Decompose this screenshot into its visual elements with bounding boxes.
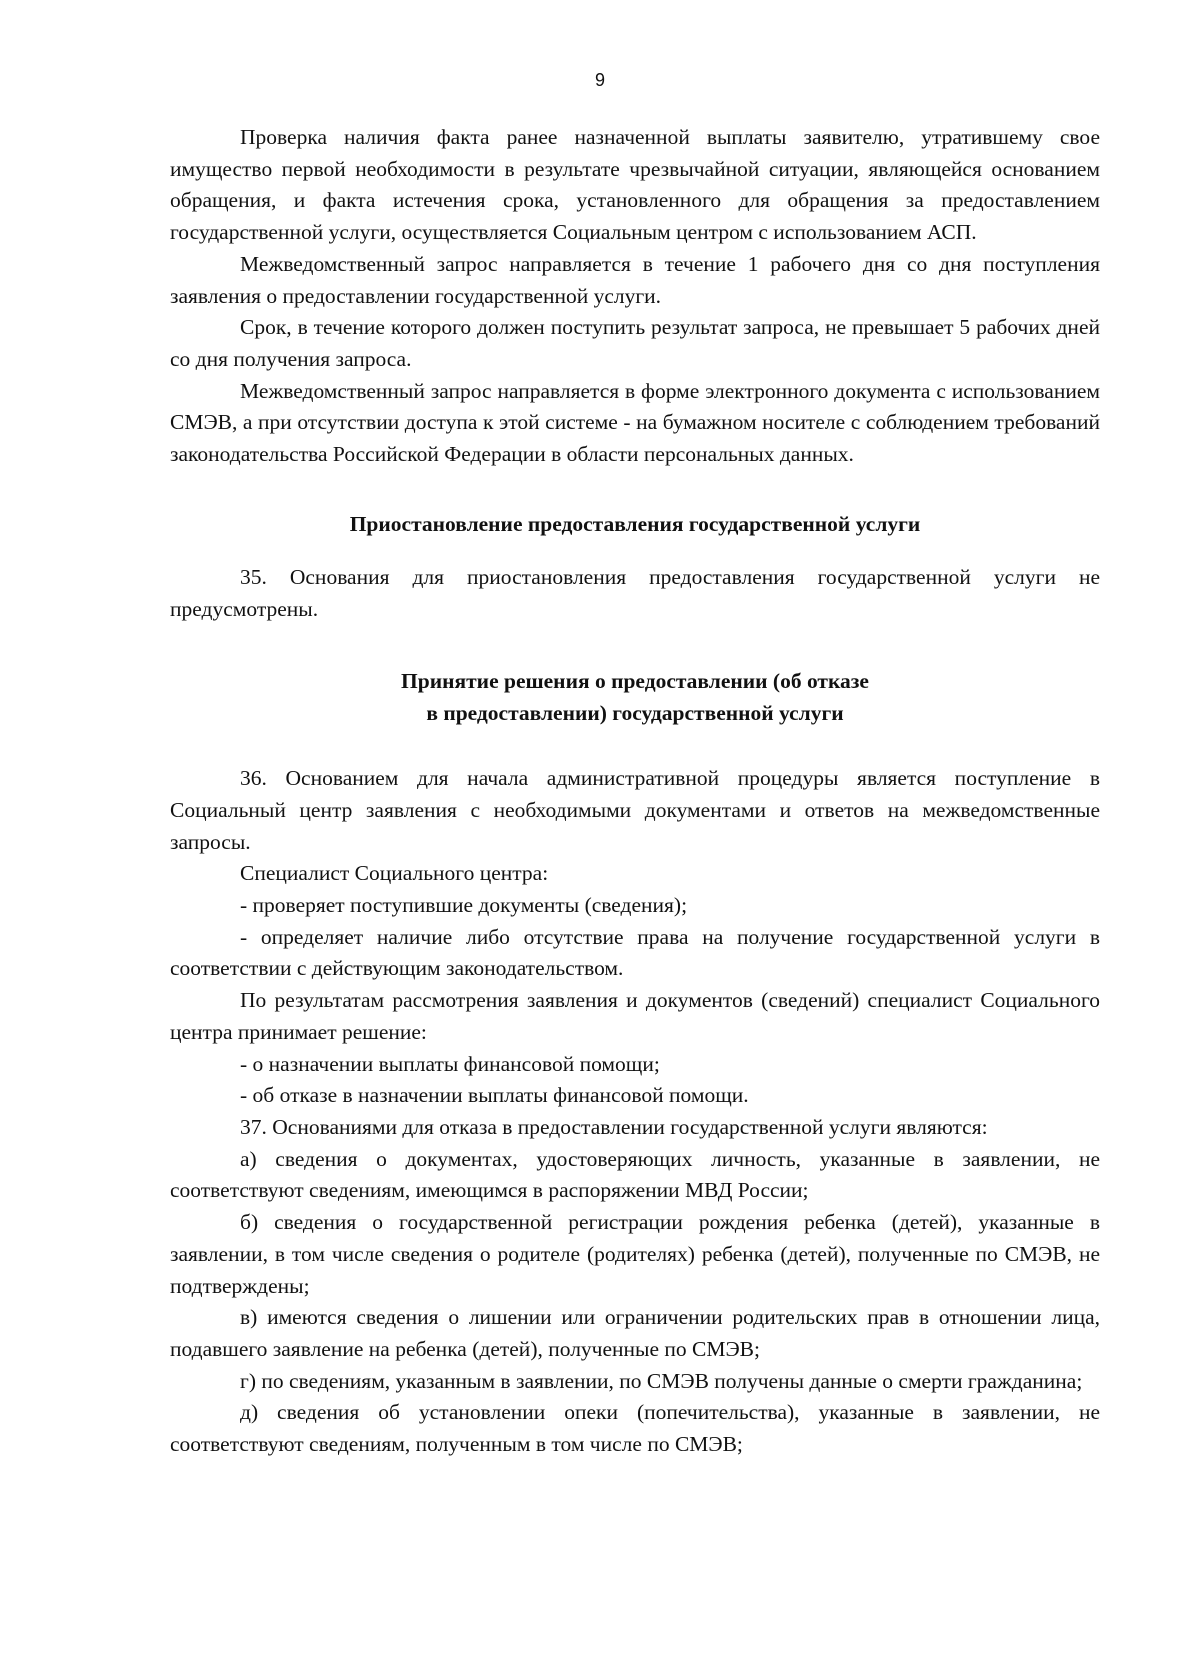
paragraph-specialist: Специалист Социального центра: [240,861,549,886]
heading-line: Приостановление предоставления государственной услуги [349,511,921,536]
paragraph-item-35: 35. Основания для приостановления предоставления государственной услуги не предусмотрены. [170,565,1100,622]
paragraph-asp-check: Проверка наличия факта ранее назначенной выплаты заявителю, утратившему свое имущество первой необходимости в результате чрезвычайной ситуации, являющейся основанием обращения, и факта истечения срока, установленного для обращения за предоставлением государственной услуги, осуществляется Социальным центром с использованием АСП. [170,125,1100,245]
list-item: б) сведения о государственной регистрации рождения ребенка (детей), указанные в заявлении, в том числе сведения о родителе (родителях) ребенка (детей), полученные по СМЭВ, не подтверждены; [170,1210,1100,1298]
list-item: - проверяет поступившие документы (сведения); [240,893,688,918]
list-item: - определяет наличие либо отсутствие права на получение государственной услуги в соответствии с действующим законодательством. [170,924,1100,981]
list-item: в) имеются сведения о лишении или ограничении родительских прав в отношении лица, подавшего заявление на ребенка (детей), полученные по СМЭВ; [170,1305,1100,1361]
list-item: а) сведения о документах, удостоверяющих личность, указанные в заявлении, не соответствуют сведениям, имеющимся в распоряжении МВД России; [170,1146,1100,1203]
paragraph-decision-results: По результатам рассмотрения заявления и документов (сведений) специалист Социального центра принимает решение: [170,988,1100,1044]
list-item: - об отказе в назначении выплаты финансовой помощи. [240,1083,749,1108]
document-body [170,122,1100,1461]
paragraph-request-timing: Межведомственный запрос направляется в течение 1 рабочего дня со дня поступления заявления о предоставлении государственной услуги. [170,251,1100,308]
page-number: 9 [594,70,605,90]
list-item: г) по сведениям, указанным в заявлении, по СМЭВ получены данные о смерти гражданина; [240,1368,1083,1393]
paragraph-request-form: Межведомственный запрос направляется в форме электронного документа с использованием СМЭВ, а при отсутствии доступа к этой системе - на бумажном носителе с соблюдением требований законодательства Российской Федерации в области персональных данных. [170,378,1100,467]
section-heading-decision [170,666,1100,729]
paragraph-item-36: 36. Основанием для начала административной процедуры является поступление в Социальный центр заявления с необходимыми документами и ответов на межведомственные запросы. [170,766,1100,854]
list-item: - о назначении выплаты финансовой помощи; [240,1051,660,1076]
heading-line: Принятие решения о предоставлении (об отказе [401,668,869,693]
section-heading-suspension [170,509,1100,541]
heading-line: в предоставлении) государственной услуги [426,700,844,725]
paragraph-response-deadline: Срок, в течение которого должен поступить результат запроса, не превышает 5 рабочих дней со дня получения запроса. [170,315,1100,371]
paragraph-item-37: 37. Основаниями для отказа в предоставлении государственной услуги являются: [240,1114,988,1139]
list-item: д) сведения об установлении опеки (попечительства), указанные в заявлении, не соответствуют сведениям, полученным в том числе по СМЭВ; [170,1400,1100,1457]
